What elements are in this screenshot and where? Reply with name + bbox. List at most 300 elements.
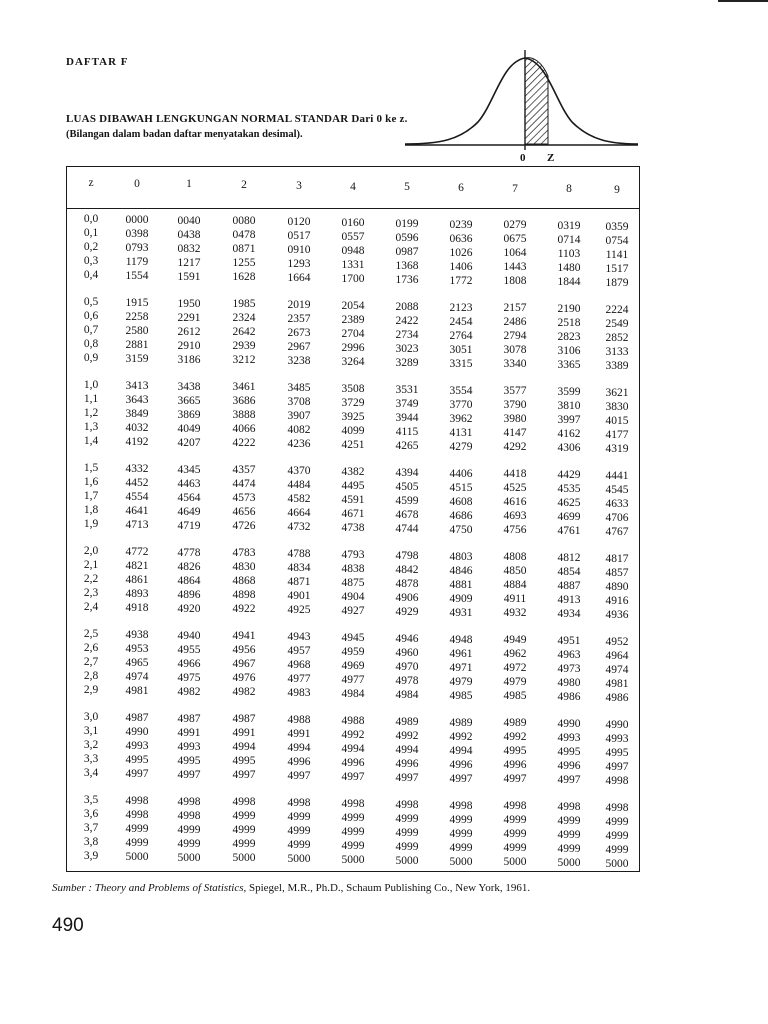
area-value-cell: 4994 xyxy=(449,744,473,757)
area-value-cell: 4625 xyxy=(557,497,581,510)
area-value-cell: 1915 xyxy=(125,296,149,309)
area-value-cell: 4982 xyxy=(177,685,201,698)
area-value-cell: 4916 xyxy=(605,595,629,607)
area-value-cell: 4938 xyxy=(125,628,149,641)
area-value-cell: 4978 xyxy=(395,674,419,687)
area-value-cell: 4991 xyxy=(232,727,256,740)
z-value-cell: 3,3 xyxy=(83,753,99,765)
area-value-cell: 4678 xyxy=(395,508,419,521)
area-value-cell: 4998 xyxy=(125,808,149,821)
area-value-cell: 4893 xyxy=(125,587,149,600)
area-value-cell: 4495 xyxy=(341,480,365,492)
z-value-cell: 3,7 xyxy=(83,822,99,834)
area-value-cell: 4979 xyxy=(503,676,527,689)
z-value-cell: 1,6 xyxy=(83,476,99,488)
area-value-cell: 4898 xyxy=(232,589,256,602)
area-value-cell: 4641 xyxy=(125,504,149,517)
area-value-cell: 3186 xyxy=(177,353,201,366)
area-value-cell: 4964 xyxy=(605,650,629,662)
area-value-cell: 3962 xyxy=(449,412,473,425)
area-value-cell: 4999 xyxy=(287,839,311,852)
area-value-cell: 3643 xyxy=(125,393,149,406)
area-value-cell: 1950 xyxy=(177,297,201,310)
area-value-cell: 4995 xyxy=(503,745,527,758)
area-value-cell: 4868 xyxy=(232,575,256,588)
z-value-cell: 2,7 xyxy=(83,656,99,668)
area-value-cell: 2486 xyxy=(503,316,527,329)
area-value-cell: 4999 xyxy=(287,825,311,838)
area-value-cell: 4999 xyxy=(605,816,629,828)
area-value-cell: 0279 xyxy=(503,219,527,232)
z-value-cell: 1,8 xyxy=(83,504,99,516)
area-value-cell: 4671 xyxy=(341,508,365,520)
z-value-cell: 0,9 xyxy=(83,352,99,364)
normal-curve-illustration xyxy=(400,44,640,154)
area-value-cell: 4788 xyxy=(287,548,311,561)
column-header: 2 xyxy=(241,179,247,192)
area-value-cell: 4564 xyxy=(177,491,201,504)
area-value-cell: 4965 xyxy=(125,656,149,669)
z-value-cell: 1,7 xyxy=(83,490,99,502)
area-value-cell: 4756 xyxy=(503,524,527,537)
area-value-cell: 2157 xyxy=(503,302,527,315)
area-value-cell: 2704 xyxy=(341,328,365,340)
area-value-cell: 4999 xyxy=(557,815,581,828)
area-value-cell: 4999 xyxy=(125,822,149,835)
area-value-cell: 4306 xyxy=(557,442,581,455)
column-header: 7 xyxy=(512,182,518,195)
area-value-cell: 2357 xyxy=(287,313,311,326)
area-value-cell: 2764 xyxy=(449,329,473,342)
area-value-cell: 2939 xyxy=(232,340,256,353)
area-value-cell: 4994 xyxy=(287,742,311,755)
area-value-cell: 4999 xyxy=(341,812,365,824)
area-value-cell: 4973 xyxy=(557,663,581,676)
area-value-cell: 2734 xyxy=(395,328,419,341)
area-value-cell: 4963 xyxy=(557,649,581,662)
area-value-cell: 4441 xyxy=(605,470,629,482)
area-value-cell: 4995 xyxy=(232,755,256,768)
area-value-cell: 3212 xyxy=(232,354,256,367)
area-value-cell: 4370 xyxy=(287,465,311,478)
area-value-cell: 1026 xyxy=(449,246,473,259)
area-value-cell: 3980 xyxy=(503,413,527,426)
area-value-cell: 4798 xyxy=(395,549,419,562)
area-value-cell: 4932 xyxy=(503,607,527,620)
area-value-cell: 4984 xyxy=(341,688,365,700)
z-value-cell: 3,6 xyxy=(83,808,99,820)
area-value-cell: 2454 xyxy=(449,315,473,328)
area-value-cell: 4649 xyxy=(177,505,201,518)
page-number: 490 xyxy=(52,915,84,936)
area-value-cell: 5000 xyxy=(177,851,201,864)
area-value-cell: 4878 xyxy=(395,577,419,590)
area-value-cell: 4993 xyxy=(177,740,201,753)
area-value-cell: 4808 xyxy=(503,551,527,564)
column-header: 4 xyxy=(350,180,356,193)
bell-curve xyxy=(405,58,638,144)
area-value-cell: 4842 xyxy=(395,563,419,576)
area-value-cell: 4918 xyxy=(125,601,149,614)
z-value-cell: 1,5 xyxy=(83,462,99,474)
area-value-cell: 4357 xyxy=(232,464,256,477)
area-value-cell: 5000 xyxy=(341,854,365,866)
z-value-cell: 3,5 xyxy=(83,794,99,806)
area-value-cell: 4999 xyxy=(605,830,629,842)
area-value-cell: 4977 xyxy=(287,673,311,686)
area-value-cell: 4719 xyxy=(177,519,201,532)
area-value-cell: 1331 xyxy=(341,259,365,271)
area-value-cell: 3133 xyxy=(605,346,629,358)
area-value-cell: 4582 xyxy=(287,493,311,506)
area-value-cell: 4783 xyxy=(232,547,256,560)
area-value-cell: 4418 xyxy=(503,468,527,481)
z-value-cell: 2,0 xyxy=(83,545,99,557)
area-value-cell: 3749 xyxy=(395,397,419,410)
z-value-cell: 0,3 xyxy=(83,255,99,267)
area-value-cell: 4940 xyxy=(177,629,201,642)
column-header: z xyxy=(88,177,94,189)
area-value-cell: 3078 xyxy=(503,344,527,357)
area-value-cell: 4656 xyxy=(232,506,256,519)
area-value-cell: 4957 xyxy=(287,645,311,658)
area-value-cell: 4664 xyxy=(287,507,311,520)
area-value-cell: 0080 xyxy=(232,215,256,228)
z-value-cell: 0,7 xyxy=(83,324,99,336)
area-value-cell: 4236 xyxy=(287,438,311,451)
area-value-cell: 5000 xyxy=(125,850,149,863)
z-value-cell: 0,8 xyxy=(83,338,99,350)
z-value-cell: 1,2 xyxy=(83,407,99,419)
source-label: Sumber : xyxy=(52,882,93,894)
area-value-cell: 3599 xyxy=(557,386,581,399)
area-value-cell: 4985 xyxy=(449,689,473,702)
area-value-cell: 4750 xyxy=(449,523,473,536)
area-value-cell: 3051 xyxy=(449,343,473,356)
area-value-cell: 4987 xyxy=(232,713,256,726)
table-subtitle: (Bilangan dalam badan daftar menyatakan desimal). xyxy=(66,129,303,140)
z-value-cell: 3,4 xyxy=(83,767,99,779)
area-value-cell: 4931 xyxy=(449,606,473,619)
area-value-cell: 4998 xyxy=(605,775,629,787)
area-value-cell: 2881 xyxy=(125,338,149,351)
area-value-cell: 4192 xyxy=(125,435,149,448)
area-value-cell: 3810 xyxy=(557,400,581,413)
area-value-cell: 2123 xyxy=(449,301,473,314)
page-corner-mark xyxy=(718,0,768,2)
area-value-cell: 4999 xyxy=(503,828,527,841)
area-value-cell: 1879 xyxy=(605,277,629,289)
area-value-cell: 0359 xyxy=(605,221,629,233)
area-value-cell: 4975 xyxy=(177,671,201,684)
area-value-cell: 2794 xyxy=(503,330,527,343)
area-value-cell: 4463 xyxy=(177,477,201,490)
area-value-cell: 4961 xyxy=(449,647,473,660)
z-value-cell: 1,0 xyxy=(83,379,99,391)
source-citation xyxy=(52,882,530,894)
area-value-cell: 3849 xyxy=(125,407,149,420)
z-value-cell: 1,3 xyxy=(83,421,99,433)
area-value-cell: 4545 xyxy=(605,484,629,496)
area-value-cell: 4925 xyxy=(287,604,311,617)
area-value-cell: 4920 xyxy=(177,602,201,615)
area-value-cell: 4066 xyxy=(232,423,256,436)
area-value-cell: 1103 xyxy=(557,248,581,261)
area-value-cell: 4131 xyxy=(449,426,473,439)
area-value-cell: 4997 xyxy=(232,769,256,782)
area-value-cell: 4972 xyxy=(503,662,527,675)
area-value-cell: 0319 xyxy=(557,220,581,233)
area-value-cell: 1591 xyxy=(177,270,201,283)
z-value-cell: 2,8 xyxy=(83,670,99,682)
area-value-cell: 4998 xyxy=(125,794,149,807)
area-value-cell: 4992 xyxy=(341,729,365,741)
area-value-cell: 2642 xyxy=(232,326,256,339)
area-value-cell: 4817 xyxy=(605,553,629,565)
area-value-cell: 4850 xyxy=(503,565,527,578)
area-value-cell: 4616 xyxy=(503,496,527,509)
area-value-cell: 4996 xyxy=(395,757,419,770)
area-value-cell: 4998 xyxy=(287,797,311,810)
area-value-cell: 3925 xyxy=(341,411,365,423)
area-value-cell: 0398 xyxy=(125,227,149,240)
area-value-cell: 4515 xyxy=(449,481,473,494)
area-value-cell: 4821 xyxy=(125,559,149,572)
area-value-cell: 2190 xyxy=(557,303,581,316)
area-value-cell: 3508 xyxy=(341,383,365,395)
area-value-cell: 4985 xyxy=(503,690,527,703)
area-value-cell: 2852 xyxy=(605,332,629,344)
area-value-cell: 0636 xyxy=(449,232,473,245)
area-value-cell: 4881 xyxy=(449,578,473,591)
area-value-cell: 4803 xyxy=(449,550,473,563)
area-value-cell: 4995 xyxy=(125,753,149,766)
area-value-cell: 4968 xyxy=(287,659,311,672)
area-value-cell: 4279 xyxy=(449,440,473,453)
area-value-cell: 0438 xyxy=(177,228,201,241)
area-value-cell: 4989 xyxy=(449,716,473,729)
area-value-cell: 4993 xyxy=(605,733,629,745)
area-value-cell: 4525 xyxy=(503,482,527,495)
area-value-cell: 3264 xyxy=(341,356,365,368)
area-value-cell: 4999 xyxy=(232,824,256,837)
area-value-cell: 4505 xyxy=(395,480,419,493)
area-value-cell: 4992 xyxy=(503,731,527,744)
z-value-cell: 3,2 xyxy=(83,739,99,751)
area-value-cell: 4484 xyxy=(287,479,311,492)
area-value-cell: 3708 xyxy=(287,396,311,409)
area-value-cell: 0832 xyxy=(177,242,201,255)
area-value-cell: 3869 xyxy=(177,408,201,421)
table-title: LUAS DIBAWAH LENGKUNGAN NORMAL STANDAR Dari 0 ke z. xyxy=(66,113,408,125)
area-value-cell: 4693 xyxy=(503,510,527,523)
area-value-cell: 5000 xyxy=(503,856,527,869)
area-value-cell: 4936 xyxy=(605,609,629,621)
table-heading: DAFTAR F xyxy=(66,56,129,68)
area-value-cell: 4997 xyxy=(341,771,365,783)
area-value-cell: 1808 xyxy=(503,275,527,288)
area-value-cell: 2549 xyxy=(605,318,629,330)
title-block xyxy=(66,113,408,140)
area-value-cell: 0478 xyxy=(232,229,256,242)
area-value-cell: 4474 xyxy=(232,478,256,491)
area-value-cell: 4999 xyxy=(557,843,581,856)
area-value-cell: 3944 xyxy=(395,411,419,424)
area-value-cell: 0040 xyxy=(177,214,201,227)
area-value-cell: 4999 xyxy=(232,838,256,851)
area-value-cell: 4990 xyxy=(605,719,629,731)
area-value-cell: 5000 xyxy=(557,857,581,870)
area-value-cell: 3554 xyxy=(449,384,473,397)
area-value-cell: 4997 xyxy=(395,771,419,784)
area-value-cell: 4292 xyxy=(503,441,527,454)
area-value-cell: 2258 xyxy=(125,310,149,323)
area-value-cell: 4015 xyxy=(605,415,629,427)
area-value-cell: 2224 xyxy=(605,304,629,316)
area-value-cell: 4909 xyxy=(449,592,473,605)
area-value-cell: 4996 xyxy=(341,757,365,769)
area-value-cell: 4147 xyxy=(503,427,527,440)
area-value-cell: 4967 xyxy=(232,658,256,671)
area-value-cell: 2291 xyxy=(177,311,201,324)
area-value-cell: 4812 xyxy=(557,552,581,565)
z-value-cell: 1,9 xyxy=(83,518,99,530)
area-value-cell: 1985 xyxy=(232,298,256,311)
area-value-cell: 0517 xyxy=(287,230,311,243)
column-header: 9 xyxy=(614,184,620,196)
area-value-cell: 0714 xyxy=(557,234,581,247)
area-value-cell: 4896 xyxy=(177,588,201,601)
area-value-cell: 4706 xyxy=(605,512,629,524)
area-value-cell: 4992 xyxy=(449,730,473,743)
area-value-cell: 1772 xyxy=(449,274,473,287)
area-value-cell: 4382 xyxy=(341,466,365,478)
area-value-cell: 4955 xyxy=(177,643,201,656)
source-details: Spiegel, M.R., Ph.D., Schaum Publishing Co., New York, 1961. xyxy=(248,882,531,894)
area-value-cell: 4251 xyxy=(341,439,365,451)
area-value-cell: 0793 xyxy=(125,241,149,254)
area-value-cell: 4943 xyxy=(287,631,311,644)
column-header: 3 xyxy=(296,179,302,192)
area-value-cell: 4948 xyxy=(449,633,473,646)
area-value-cell: 4991 xyxy=(177,726,201,739)
area-value-cell: 4997 xyxy=(449,772,473,785)
area-value-cell: 4971 xyxy=(449,661,473,674)
area-value-cell: 4591 xyxy=(341,494,365,506)
area-value-cell: 4744 xyxy=(395,522,419,535)
area-value-cell: 4966 xyxy=(177,657,201,670)
area-value-cell: 4686 xyxy=(449,509,473,522)
area-value-cell: 0948 xyxy=(341,245,365,257)
area-value-cell: 4982 xyxy=(232,686,256,699)
area-value-cell: 3485 xyxy=(287,382,311,395)
area-value-cell: 4608 xyxy=(449,495,473,508)
area-value-cell: 2088 xyxy=(395,300,419,313)
source-title: Theory and Problems of Statistics, xyxy=(94,882,247,894)
column-header: 1 xyxy=(186,178,192,191)
area-value-cell: 4599 xyxy=(395,494,419,507)
area-value-cell: 4573 xyxy=(232,492,256,505)
area-value-cell: 3289 xyxy=(395,356,419,369)
area-value-cell: 2996 xyxy=(341,342,365,354)
area-value-cell: 4960 xyxy=(395,646,419,659)
area-value-cell: 4974 xyxy=(605,664,629,676)
area-value-cell: 4998 xyxy=(232,796,256,809)
area-value-cell: 4997 xyxy=(557,774,581,787)
area-value-cell: 4980 xyxy=(557,677,581,690)
area-value-cell: 4999 xyxy=(503,842,527,855)
area-value-cell: 4861 xyxy=(125,573,149,586)
area-value-cell: 0557 xyxy=(341,231,365,243)
header-divider xyxy=(67,208,639,209)
z-value-cell: 2,2 xyxy=(83,573,99,585)
area-value-cell: 4999 xyxy=(177,823,201,836)
column-header: 6 xyxy=(458,181,464,194)
area-value-cell: 1255 xyxy=(232,257,256,270)
area-value-cell: 4998 xyxy=(177,809,201,822)
area-value-cell: 4981 xyxy=(125,684,149,697)
area-value-cell: 4772 xyxy=(125,545,149,558)
area-value-cell: 4986 xyxy=(557,691,581,704)
area-value-cell: 4991 xyxy=(287,728,311,741)
area-value-cell: 4082 xyxy=(287,424,311,437)
area-value-cell: 4998 xyxy=(605,802,629,814)
area-value-cell: 3531 xyxy=(395,383,419,396)
area-value-cell: 4976 xyxy=(232,672,256,685)
area-value-cell: 3790 xyxy=(503,399,527,412)
z-value-cell: 0,6 xyxy=(83,310,99,322)
area-value-cell: 4998 xyxy=(503,800,527,813)
area-value-cell: 4934 xyxy=(557,608,581,621)
area-value-cell: 4535 xyxy=(557,483,581,496)
area-value-cell: 4429 xyxy=(557,469,581,482)
area-value-cell: 4826 xyxy=(177,560,201,573)
area-value-cell: 4998 xyxy=(395,798,419,811)
area-value-cell: 4945 xyxy=(341,632,365,644)
area-value-cell: 3907 xyxy=(287,410,311,423)
area-value-cell: 4959 xyxy=(341,646,365,658)
area-value-cell: 4996 xyxy=(503,759,527,772)
area-value-cell: 4032 xyxy=(125,421,149,434)
area-value-cell: 2967 xyxy=(287,341,311,354)
area-value-cell: 4983 xyxy=(287,687,311,700)
area-value-cell: 2910 xyxy=(177,339,201,352)
area-value-cell: 4901 xyxy=(287,590,311,603)
area-value-cell: 1141 xyxy=(605,249,629,261)
area-value-cell: 4222 xyxy=(232,437,256,450)
area-value-cell: 2019 xyxy=(287,299,311,312)
area-value-cell: 4989 xyxy=(395,715,419,728)
area-value-cell: 4854 xyxy=(557,566,581,579)
area-value-cell: 4049 xyxy=(177,422,201,435)
area-value-cell: 3438 xyxy=(177,380,201,393)
area-value-cell: 4995 xyxy=(557,746,581,759)
area-value-cell: 2422 xyxy=(395,314,419,327)
area-value-cell: 4793 xyxy=(341,549,365,561)
area-value-cell: 2054 xyxy=(341,300,365,312)
area-value-cell: 4778 xyxy=(177,546,201,559)
z-value-cell: 2,5 xyxy=(83,628,99,640)
area-value-cell: 4987 xyxy=(125,711,149,724)
area-value-cell: 2580 xyxy=(125,324,149,337)
curve-label-zero: 0 xyxy=(520,152,526,164)
area-value-cell: 0871 xyxy=(232,243,256,256)
area-value-cell: 4846 xyxy=(449,564,473,577)
area-value-cell: 4999 xyxy=(125,836,149,849)
area-value-cell: 0000 xyxy=(125,213,149,226)
area-value-cell: 4999 xyxy=(503,814,527,827)
area-value-cell: 4834 xyxy=(287,562,311,575)
